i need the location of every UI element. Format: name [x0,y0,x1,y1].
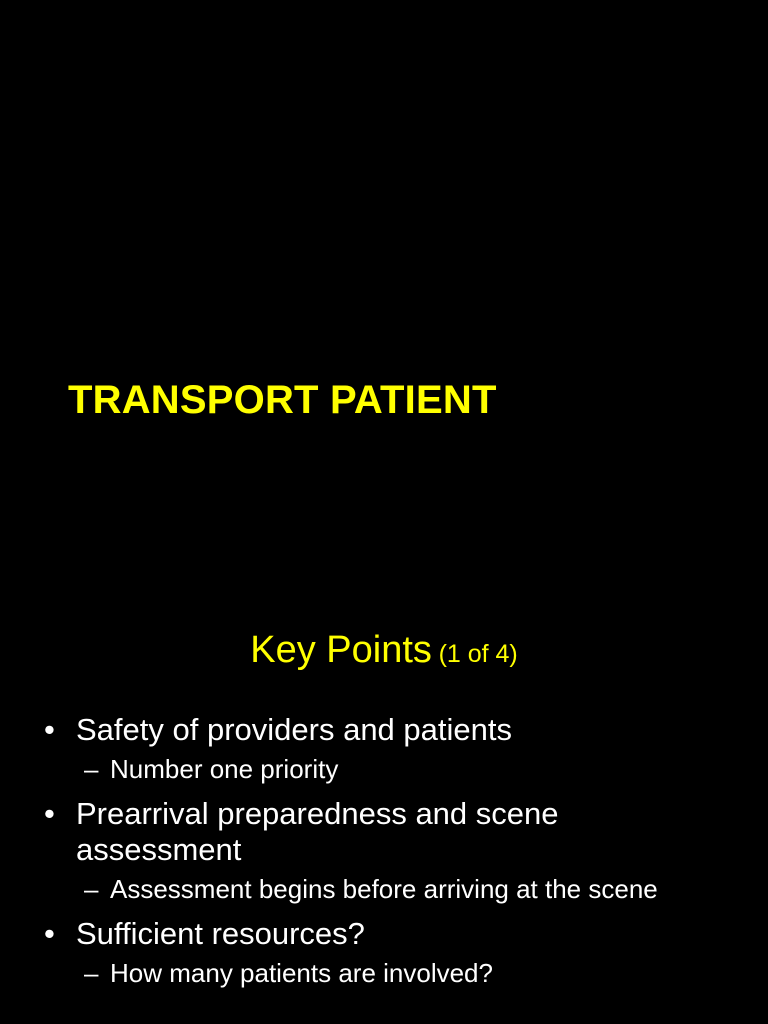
bullet-text: Prearrival preparedness and scene assessment [76,796,559,867]
dash-icon: – [84,754,99,784]
key-points-heading [0,624,768,681]
sub-bullet-text: Number one priority [110,754,339,784]
bullet-dot-icon: • [44,916,55,951]
dash-icon: – [84,958,99,988]
bullet-dot-icon: • [44,796,55,831]
bullet-dot-icon: • [44,712,55,747]
bullet-item [0,712,768,786]
slide-key-points [0,512,768,1024]
bullet-text: Safety of providers and patients [76,712,512,747]
bullet-text: Sufficient resources? [76,916,365,951]
sub-bullet-list [76,872,728,906]
sub-bullet-item [0,956,728,990]
bullet-item [0,796,768,906]
sub-bullet-list [76,752,728,786]
bullet-list [0,712,768,1000]
key-points-heading-main: Key Points [250,629,432,671]
slide-title-text: TRANSPORT PATIENT [68,378,497,422]
sub-bullet-text: Assessment begins before arriving at the scene [110,874,658,904]
dash-icon: – [84,874,99,904]
sub-bullet-text: How many patients are involved? [110,958,493,988]
sub-bullet-item [0,872,728,906]
bullet-item [0,916,768,990]
sub-bullet-list [76,956,728,990]
key-points-heading-counter: (1 of 4) [438,640,518,668]
sub-bullet-item [0,752,728,786]
